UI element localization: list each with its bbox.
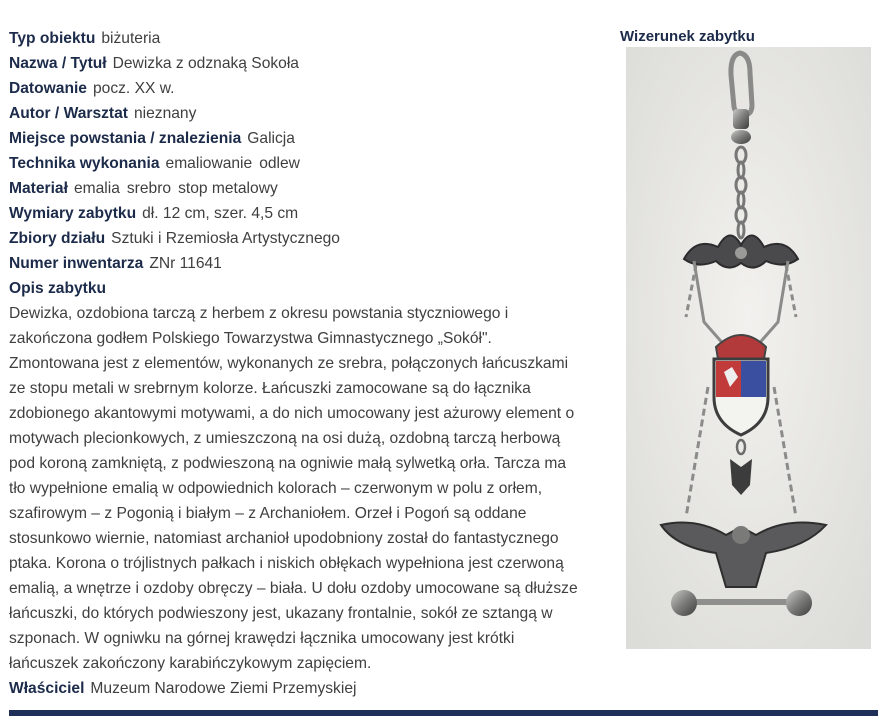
detail-value: stop metalowy (178, 180, 278, 197)
owner-label: Właściciel (9, 680, 85, 697)
description-line: łańcuszki, do których podwieszony jest, ukazany frontalnie, sokół ze sztangą w (9, 605, 553, 622)
detail-rows (9, 26, 619, 276)
description-line: stosunkowo wiernie, natomiast archanioł upodobniony został do fantastycznego (9, 530, 559, 547)
object-photo[interactable] (626, 47, 871, 649)
description-line: ptaka. Korona o trójlistnych pałkach i niskich obłękach wypełniona jest czerwoną (9, 555, 564, 572)
description-heading-row (9, 276, 619, 301)
detail-value: pocz. XX w. (92, 80, 175, 97)
watch-chain-image (626, 47, 871, 649)
detail-label: Miejsce powstania / znalezienia (9, 130, 242, 147)
detail-row-owner (9, 676, 619, 701)
description-line: Dewizka, ozdobiona tarczą z herbem z okresu powstania styczniowego i (9, 305, 509, 322)
detail-value: Dewizka z odznaką Sokoła (112, 55, 299, 72)
description-label: Opis zabytku (9, 280, 107, 297)
detail-label: Datowanie (9, 80, 87, 97)
description-line: szafirowym – z Pogonią i białym – z Archaniołem. Orzeł i Pogoń są oddane (9, 505, 527, 522)
detail-label: Wymiary zabytku (9, 205, 137, 222)
detail-value: nieznany (133, 105, 197, 122)
description-line: szponach. W ogniwku na górnej krawędzi łącznika umocowany jest krótki (9, 630, 515, 647)
detail-value: emaliowanie (165, 155, 253, 172)
detail-label: Typ obiektu (9, 30, 96, 47)
detail-value: ZNr 11641 (149, 255, 222, 272)
detail-row (9, 176, 619, 201)
detail-row (9, 101, 619, 126)
description-line: emalią, a wnętrze i ozdoby obręczy – biała. U dołu ozdoby umocowane są dłuższe (9, 580, 578, 597)
detail-row (9, 76, 619, 101)
detail-value: biżuteria (101, 30, 161, 47)
description-line: tło wypełnione emalią w odpowiednich kolorach – czerwonym w polu z orłem, (9, 480, 543, 497)
detail-label: Zbiory działu (9, 230, 106, 247)
description-text (9, 301, 619, 676)
detail-row (9, 151, 619, 176)
description-line: zakończona godłem Polskiego Towarzystwa Gimnastycznego „Sokół". (9, 330, 492, 347)
detail-row (9, 51, 619, 76)
detail-label: Nazwa / Tytuł (9, 55, 107, 72)
description-line: ze stopu metali w srebrnym kolorze. Łańcuszki zamocowane są do łącznika (9, 380, 531, 397)
bottom-divider (9, 710, 878, 716)
description-line: pod koroną zamkniętą, z podwieszoną na ogniwie małą sylwetką orła. Tarcza ma (9, 455, 567, 472)
owner-value: Muzeum Narodowe Ziemi Przemyskiej (90, 680, 357, 697)
detail-row (9, 201, 619, 226)
detail-value: emalia (73, 180, 120, 197)
detail-value: dł. 12 cm, szer. 4,5 cm (142, 205, 299, 222)
detail-label: Technika wykonania (9, 155, 160, 172)
detail-value: Sztuki i Rzemiosła Artystycznego (111, 230, 340, 247)
description-line: łańcuszek zakończony karabińczykowym zapięciem. (9, 655, 372, 672)
detail-row (9, 226, 619, 251)
detail-row (9, 251, 619, 276)
detail-value: odlew (259, 155, 300, 172)
detail-row (9, 126, 619, 151)
description-line: motywach plecionkowych, z umieszczoną na osi dużą, ozdobną tarczą herbową (9, 430, 561, 447)
detail-label: Materiał (9, 180, 68, 197)
description-line: zdobionego akantowymi motywami, a do nich umocowany jest ażurowy element o (9, 405, 575, 422)
detail-row (9, 26, 619, 51)
image-title: Wizerunek zabytku (620, 28, 755, 45)
description-line: Zmontowana jest z elementów, wykonanych ze srebra, połączonych łańcuszkami (9, 355, 569, 372)
detail-value: Galicja (247, 130, 295, 147)
object-details (9, 26, 619, 701)
detail-label: Numer inwentarza (9, 255, 144, 272)
detail-label: Autor / Warsztat (9, 105, 128, 122)
detail-value: srebro (126, 180, 172, 197)
